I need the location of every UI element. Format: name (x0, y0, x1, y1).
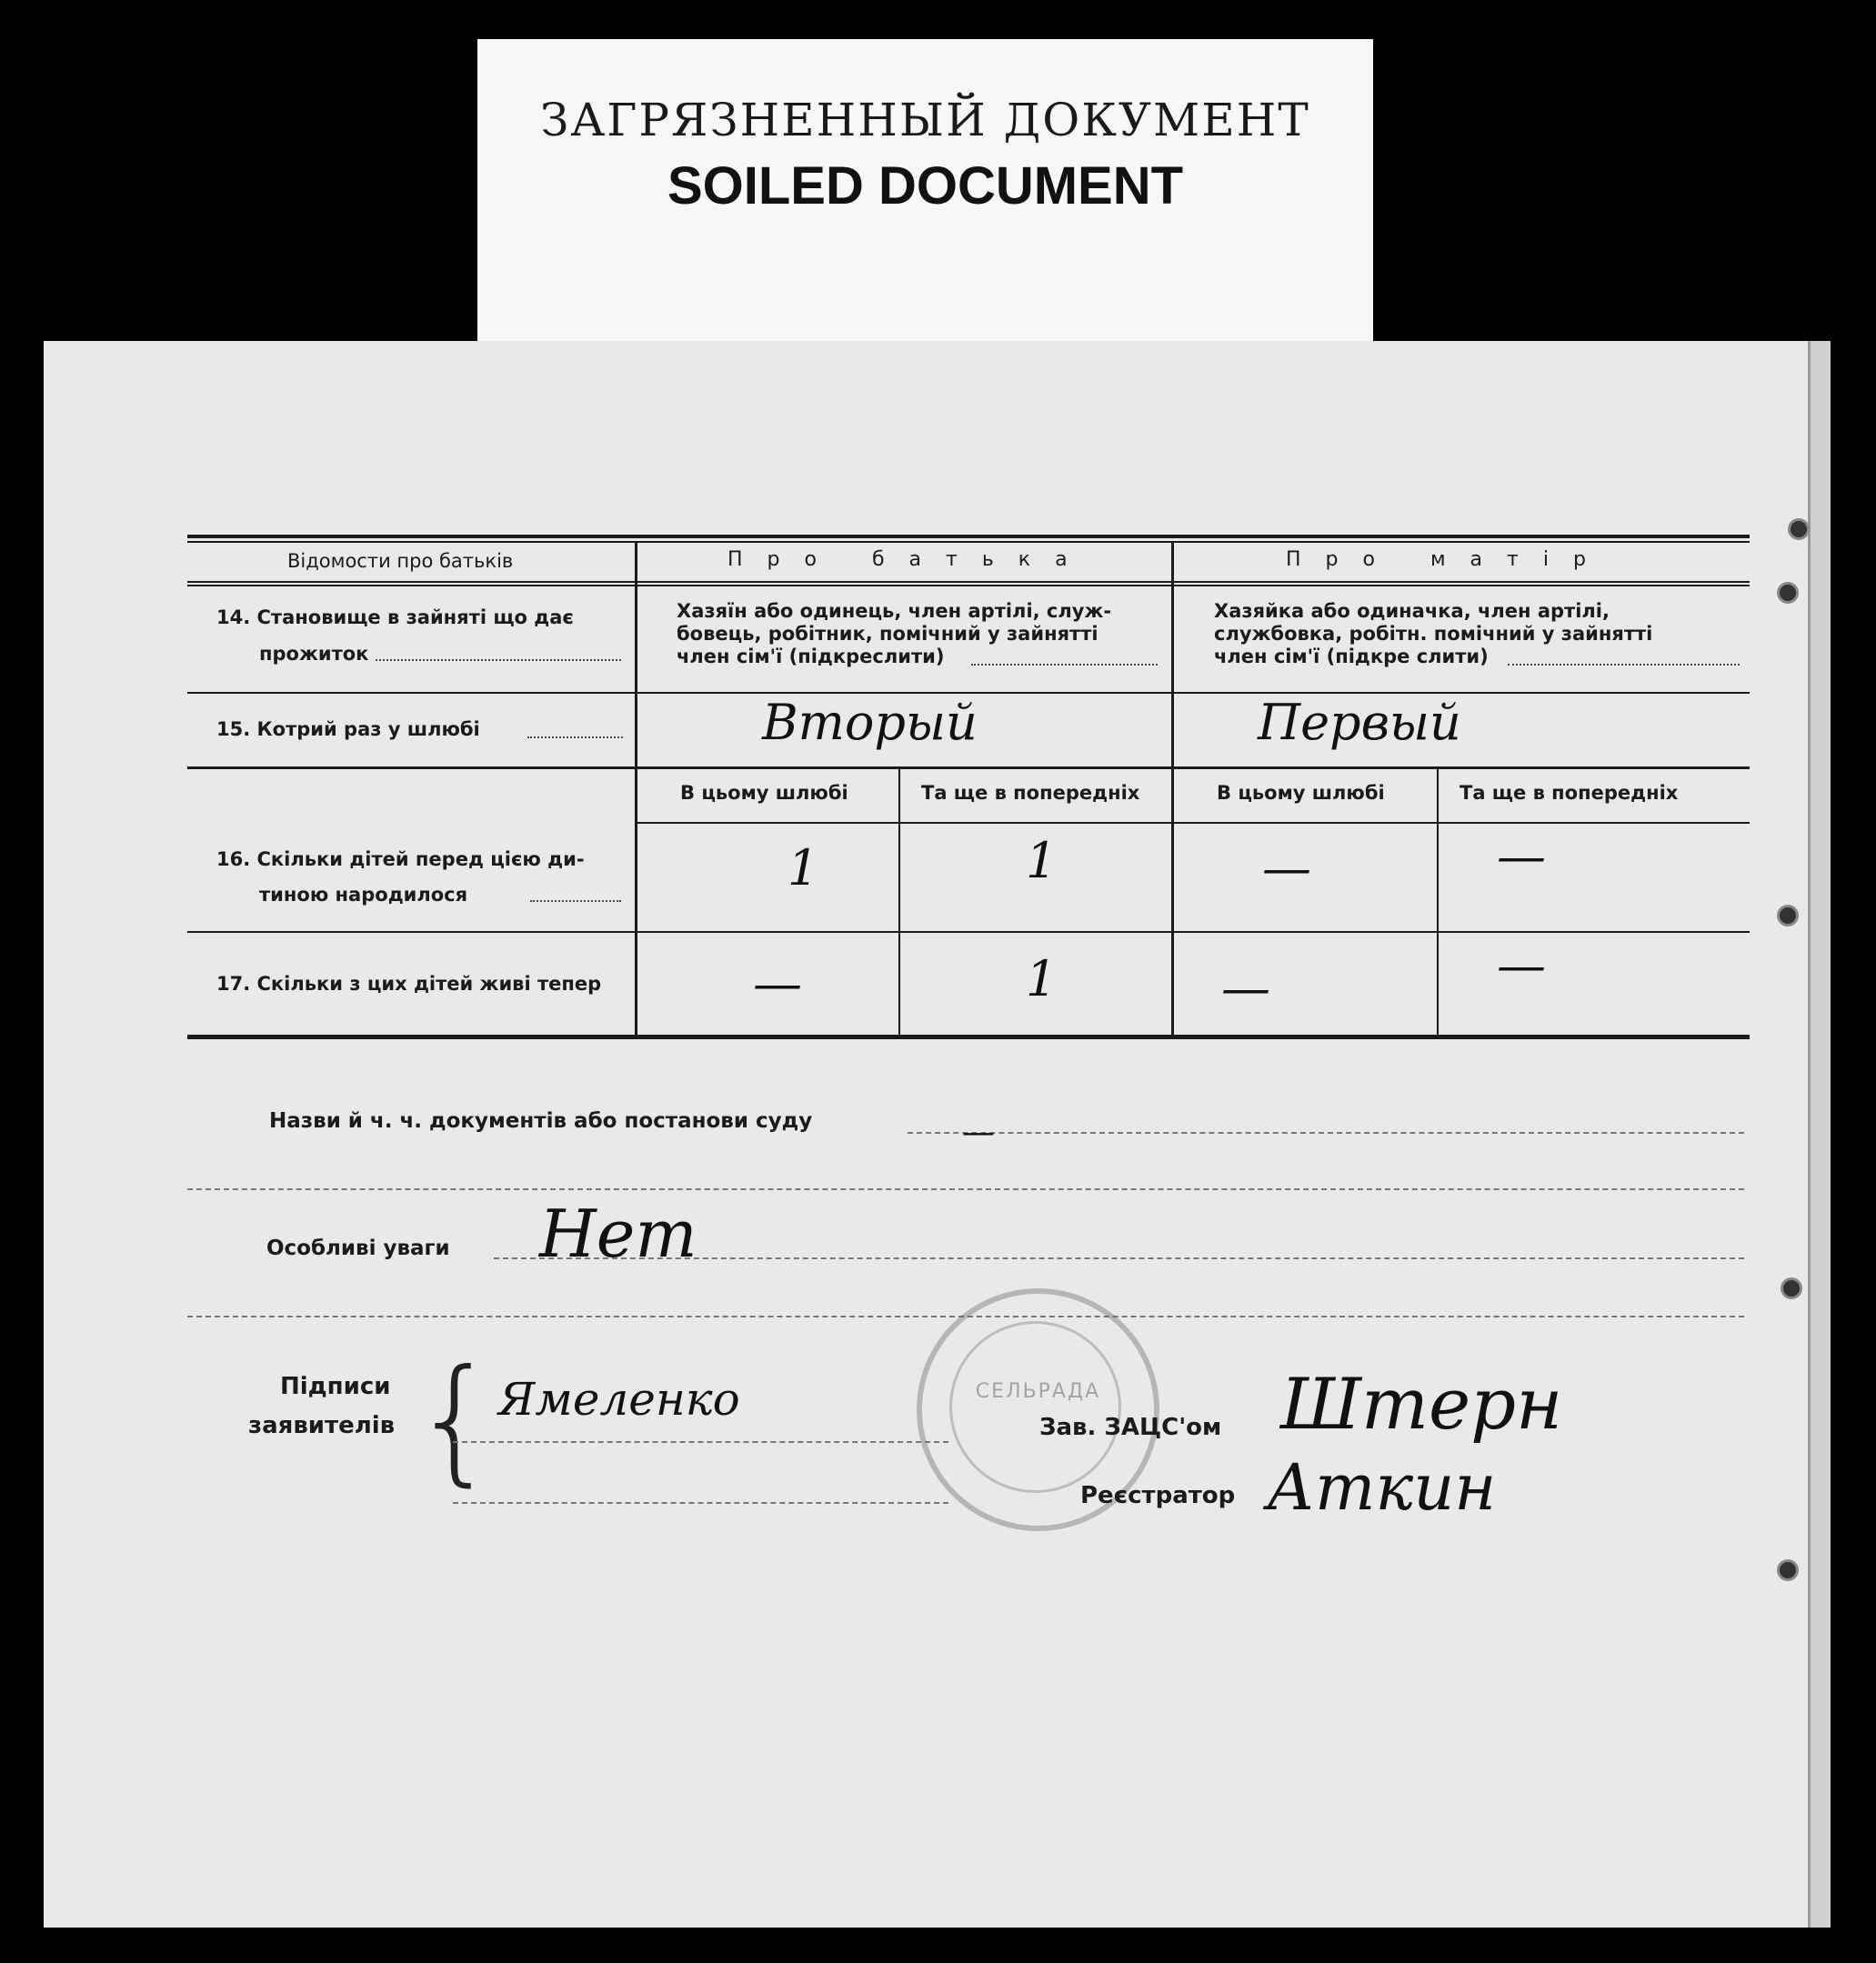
registrar-signature: Аткин (1267, 1450, 1497, 1525)
row17-father-prev: 1 (1026, 950, 1058, 1007)
remarks-label: Особливі уваги (266, 1237, 450, 1260)
row16-mother-this: — (1262, 839, 1311, 896)
document-sheet (44, 341, 1831, 1928)
stamp-text: СЕЛЬРАДА (975, 1380, 1101, 1403)
row14-father-line1: Хазяїн або одинець, член артілі, служ- (677, 600, 1112, 622)
row17-father-this: — (753, 955, 802, 1012)
row16-label-cont: тиною народилося (259, 884, 468, 906)
row17-mother-this: — (1221, 959, 1270, 1017)
zags-head-signature: Штерн (1280, 1364, 1563, 1446)
header-father: Про батька (727, 548, 1092, 571)
zags-head-label: Зав. ЗАЦС'ом (1039, 1414, 1222, 1441)
label-english: SOILED DOCUMENT (667, 156, 1184, 215)
subhead-father-previous: Та ще в попередніх (921, 782, 1140, 804)
row15-father-handwritten: Вторый (762, 694, 978, 751)
signature-brace: { (412, 1341, 499, 1499)
remarks-handwritten: Нет (539, 1196, 697, 1272)
row15-label: 15. Котрий раз у шлюбі (216, 718, 480, 740)
row16-father-prev: 1 (1026, 832, 1058, 889)
subhead-mother-this-marriage: В цьому шлюбі (1217, 782, 1385, 804)
row14-mother-line3: член сім'ї (підкре слити) (1214, 646, 1489, 667)
row14-label: 14. Становище в зайняті що дає (216, 606, 574, 628)
row16-father-this: 1 (788, 839, 819, 896)
header-parents-info: Відомости про батьків (287, 550, 514, 572)
punch-hole (1781, 1277, 1802, 1299)
header-mother: Про матір (1286, 548, 1610, 571)
row14-father-line3: член сім'ї (підкреслити) (677, 646, 945, 667)
documents-label: Назви й ч. ч. документів або постанови суду (269, 1109, 813, 1133)
row16-label: 16. Скільки дітей перед цією ди- (216, 848, 585, 870)
registrar-label: Реєстратор (1080, 1482, 1236, 1509)
sheet-edge (1808, 341, 1831, 1928)
soiled-document-label (477, 39, 1373, 344)
signatures-label-cont: заявителів (248, 1412, 396, 1439)
row17-label: 17. Скільки з цих дітей живі тепер (216, 973, 602, 995)
documents-value: — (962, 1114, 995, 1151)
row17-mother-prev: — (1497, 936, 1546, 994)
label-russian: ЗАГРЯЗНЕННЫЙ ДОКУМЕНТ (540, 94, 1310, 146)
row16-mother-prev: — (1497, 827, 1546, 885)
subhead-father-this-marriage: В цьому шлюбі (680, 782, 848, 804)
signatures-label: Підписи (280, 1373, 391, 1400)
punch-hole (1777, 1559, 1799, 1581)
row14-label-cont: прожиток (259, 643, 369, 665)
row15-mother-handwritten: Первый (1258, 694, 1461, 751)
punch-hole (1777, 905, 1799, 926)
punch-hole (1788, 518, 1810, 540)
row14-mother-line2: службовка, робітн. помічний у зайнятті (1214, 623, 1653, 645)
row14-father-line2: бовець, робітник, помічний у зайнятті (677, 623, 1099, 645)
subhead-mother-previous: Та ще в попередніх (1460, 782, 1679, 804)
punch-hole (1777, 582, 1799, 604)
row14-mother-line1: Хазяйка або одиначка, член артілі, (1214, 600, 1610, 622)
applicant-signature: Ямеленко (498, 1373, 740, 1426)
